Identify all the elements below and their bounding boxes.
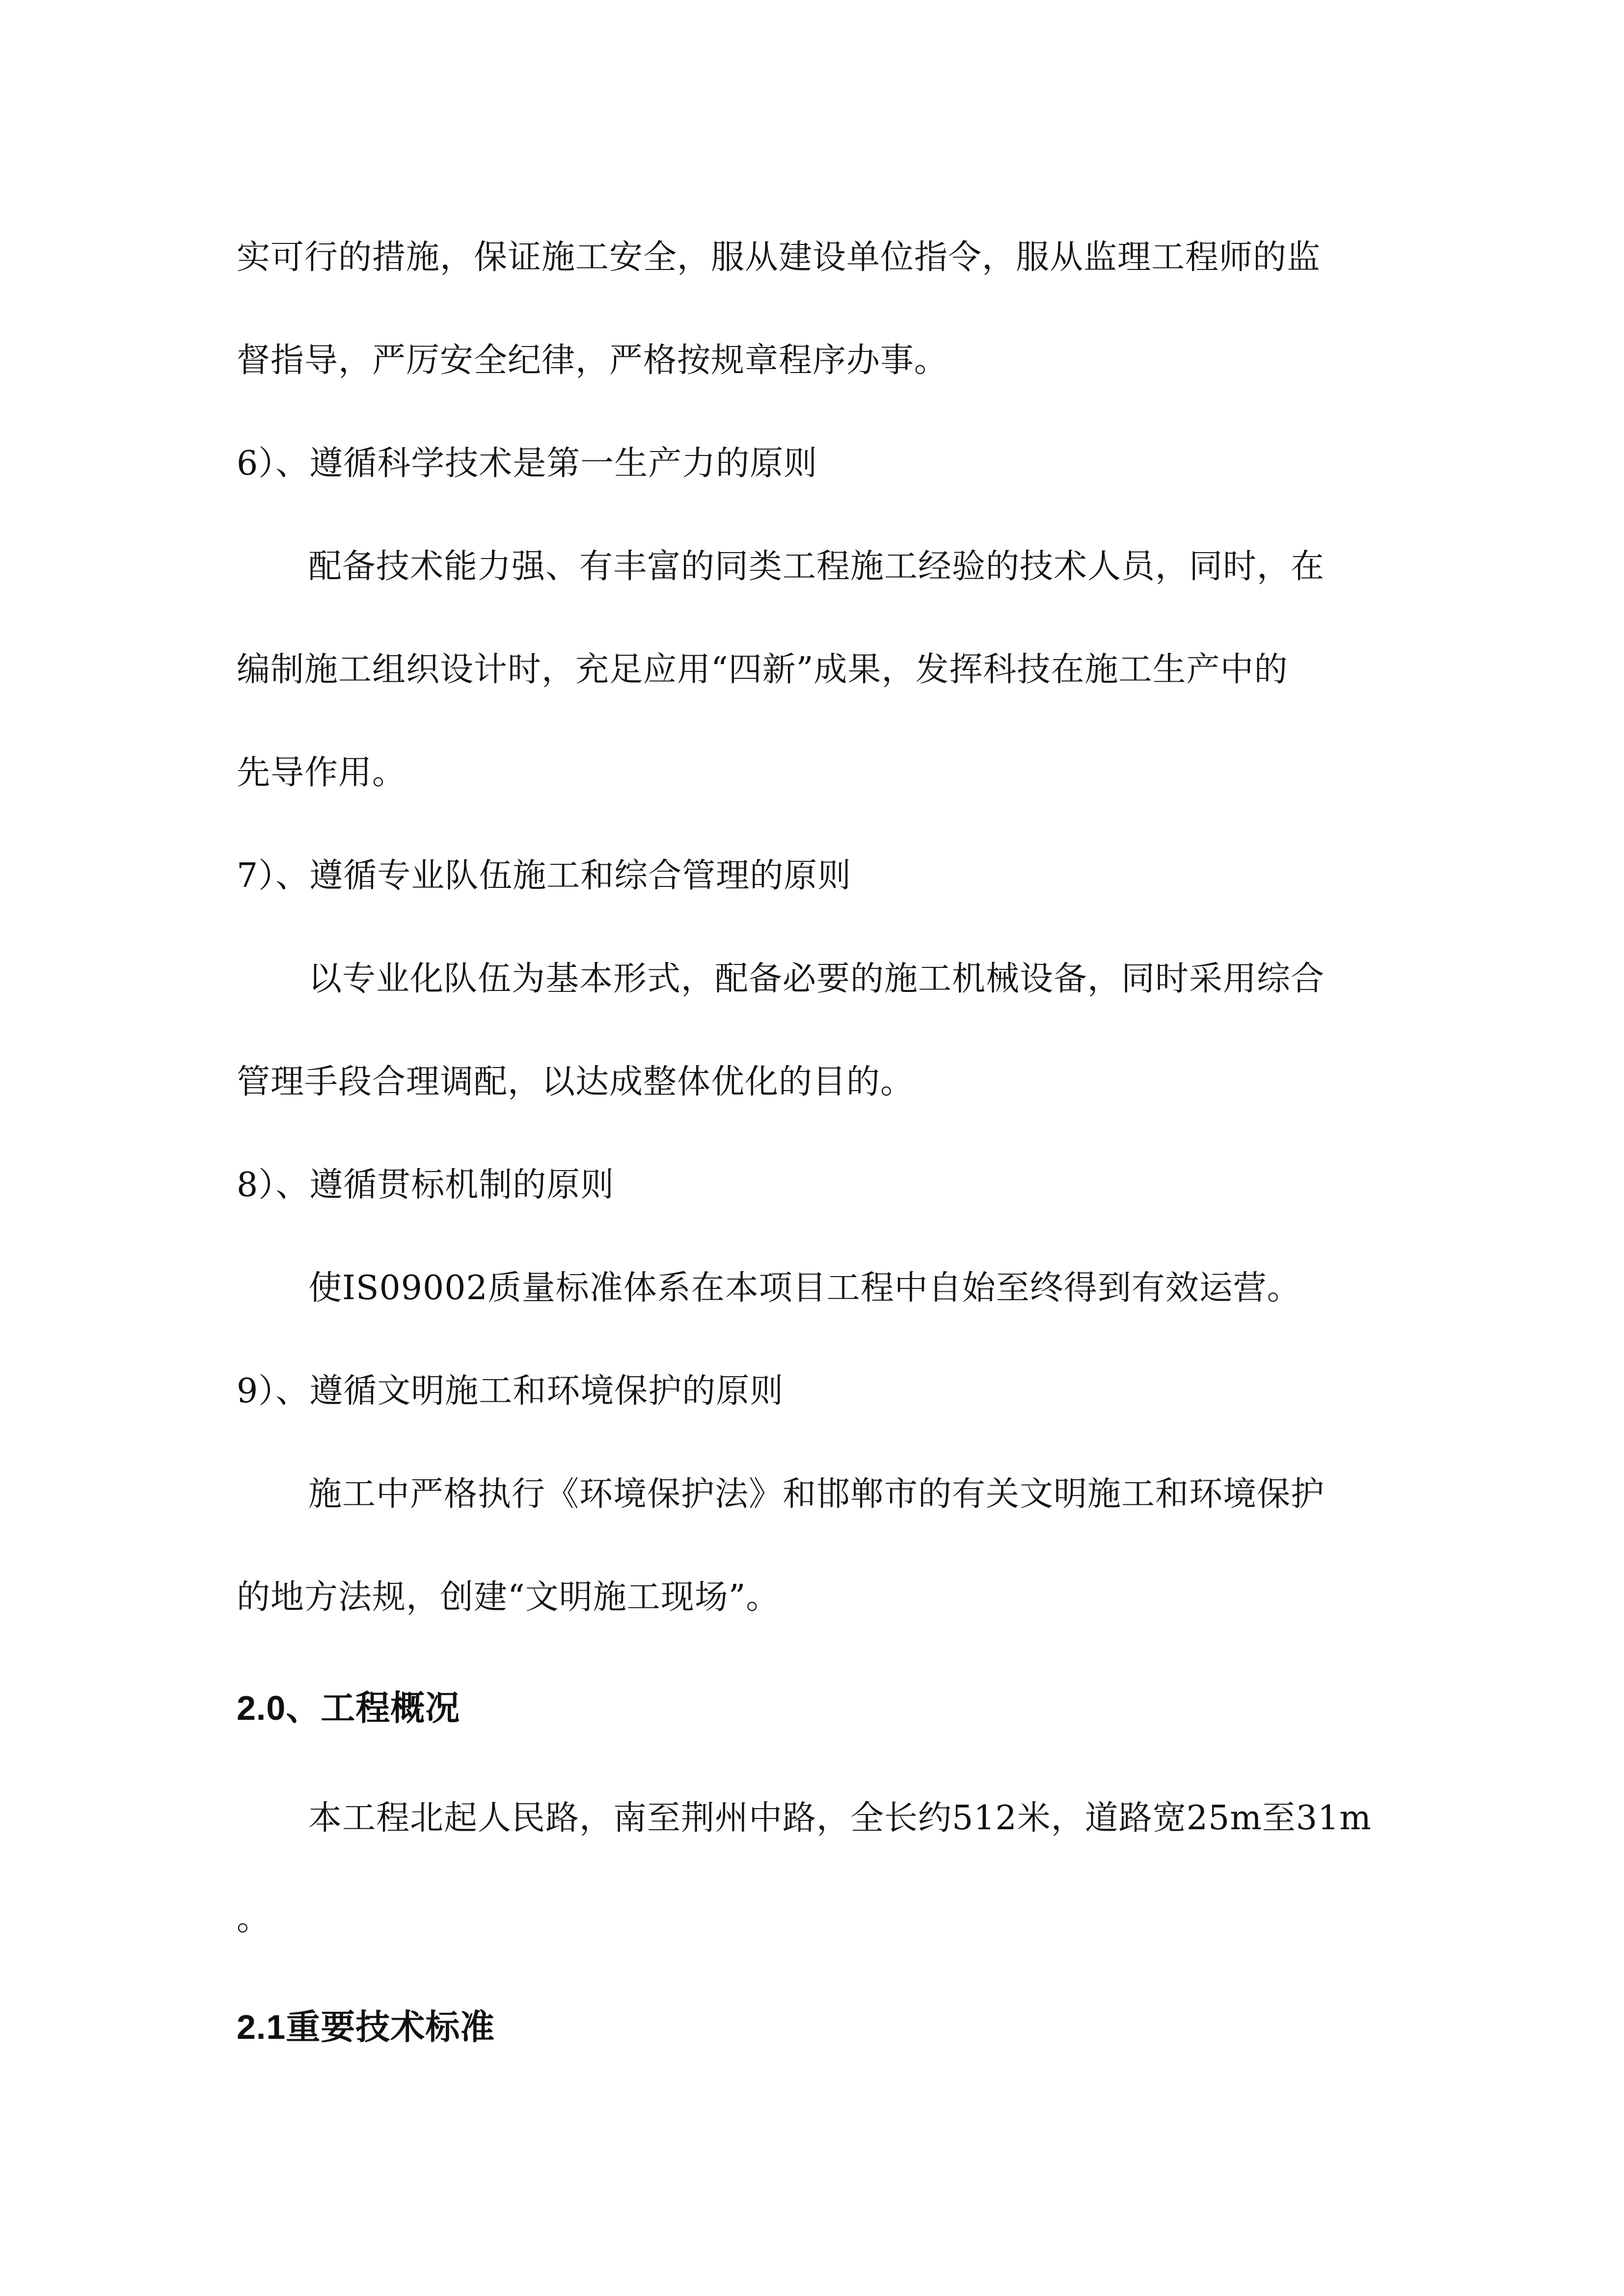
section-heading: 2.1重要技术标准 [237,2008,495,2046]
paragraph-line: 使IS09002质量标准体系在本项目工程中自始至终得到有效运营。 [308,1269,1301,1308]
paragraph-line: 管理手段合理调配，以达成整体优化的目的。 [237,1063,915,1101]
paragraph-line: 。 [237,1899,271,1938]
paragraph-line: 配备技术能力强、有丰富的同类工程施工经验的技术人员，同时，在 [308,547,1325,586]
paragraph-line: 编制施工组织设计时，充足应用“四新”成果，发挥科技在施工生产中的 [237,650,1288,689]
paragraph-line: 施工中严格执行《环境保护法》和邯郸市的有关文明施工和环境保护 [308,1475,1325,1514]
paragraph-line: 以专业化队伍为基本形式，配备必要的施工机械设备，同时采用综合 [308,960,1325,998]
section-heading: 2.0、工程概况 [237,1689,460,1727]
paragraph-line: 本工程北起人民路，南至荆州中路，全长约512米，道路宽25m至31m [308,1799,1372,1838]
section-item-9: 9）、遵循文明施工和环境保护的原则 [237,1372,784,1411]
paragraph-line: 督指导，严厉安全纪律，严格按规章程序办事。 [237,341,948,380]
section-item-6: 6）、遵循科学技术是第一生产力的原则 [237,444,818,483]
section-item-8: 8）、遵循贯标机制的原则 [237,1166,615,1204]
paragraph-line: 实可行的措施，保证施工安全，服从建设单位指令，服从监理工程师的监 [237,238,1321,277]
section-item-7: 7）、遵循专业队伍施工和综合管理的原则 [237,856,852,895]
paragraph-line: 的地方法规，创建“文明施工现场”。 [237,1578,780,1617]
paragraph-line: 先导作用。 [237,753,406,792]
